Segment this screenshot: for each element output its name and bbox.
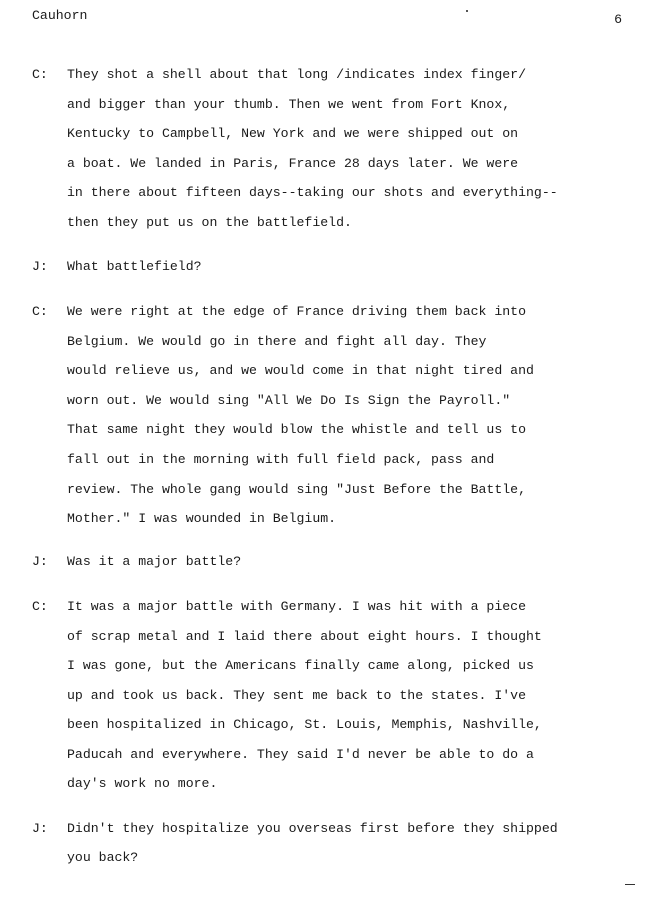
scan-speck [466,10,468,12]
dialogue-line: a boat. We landed in Paris, France 28 days later. We were [67,155,519,171]
dialogue-line: It was a major battle with Germany. I was hit with a piece [67,599,526,614]
dialogue-line: would relieve us, and we would come in that night tired and [67,363,534,379]
speaker-label: C: [32,67,48,82]
scan-mark [625,884,635,885]
speaker-label: C: [32,304,48,319]
dialogue-line: I was gone, but the Americans finally came along, picked us [67,658,534,673]
dialogue-line: of scrap metal and I laid there about eight hours. I thought [67,628,542,644]
speaker-label: J: [32,554,48,569]
dialogue-line: you back? [67,850,139,865]
dialogue-line: then they put us on the battlefield. [67,214,352,230]
page-header [32,8,622,28]
dialogue-line: We were right at the edge of France driving them back into [67,304,526,319]
speaker-label: J: [32,821,48,836]
dialogue-line: Kentucky to Campbell, New York and we were shipped out on [67,126,519,141]
dialogue-line: Didn't they hospitalize you overseas first before they shipped [67,821,558,836]
speaker-label: J: [32,259,48,274]
dialogue-line: Was it a major battle? [67,554,242,569]
interviewee-name: Cauhorn [32,8,88,23]
speaker-label: C: [32,599,48,614]
dialogue-line: Mother." I was wounded in Belgium. [67,511,337,527]
page-number: 6 [614,12,622,27]
dialogue-line: That same night they would blow the whistle and tell us to [67,422,526,438]
dialogue-line: up and took us back. They sent me back to the states. I've [67,687,526,703]
dialogue-line: worn out. We would sing "All We Do Is Sign the Payroll." [67,392,511,408]
dialogue-line: Paducah and everywhere. They said I'd never be able to do a [67,746,534,762]
dialogue-line: They shot a shell about that long /indicates index finger/ [67,67,526,82]
dialogue-line: What battlefield? [67,259,202,274]
dialogue-line: been hospitalized in Chicago, St. Louis, Memphis, Nashville, [67,717,542,732]
dialogue-line: review. The whole gang would sing "Just Before the Battle, [67,481,526,497]
dialogue-line: day's work no more. [67,776,218,791]
dialogue-line: fall out in the morning with full field pack, pass and [67,452,495,467]
dialogue-line: in there about fifteen days--taking our shots and everything-- [67,185,558,200]
dialogue-line: and bigger than your thumb. Then we went from Fort Knox, [67,96,511,112]
dialogue-line: Belgium. We would go in there and fight all day. They [67,333,487,349]
